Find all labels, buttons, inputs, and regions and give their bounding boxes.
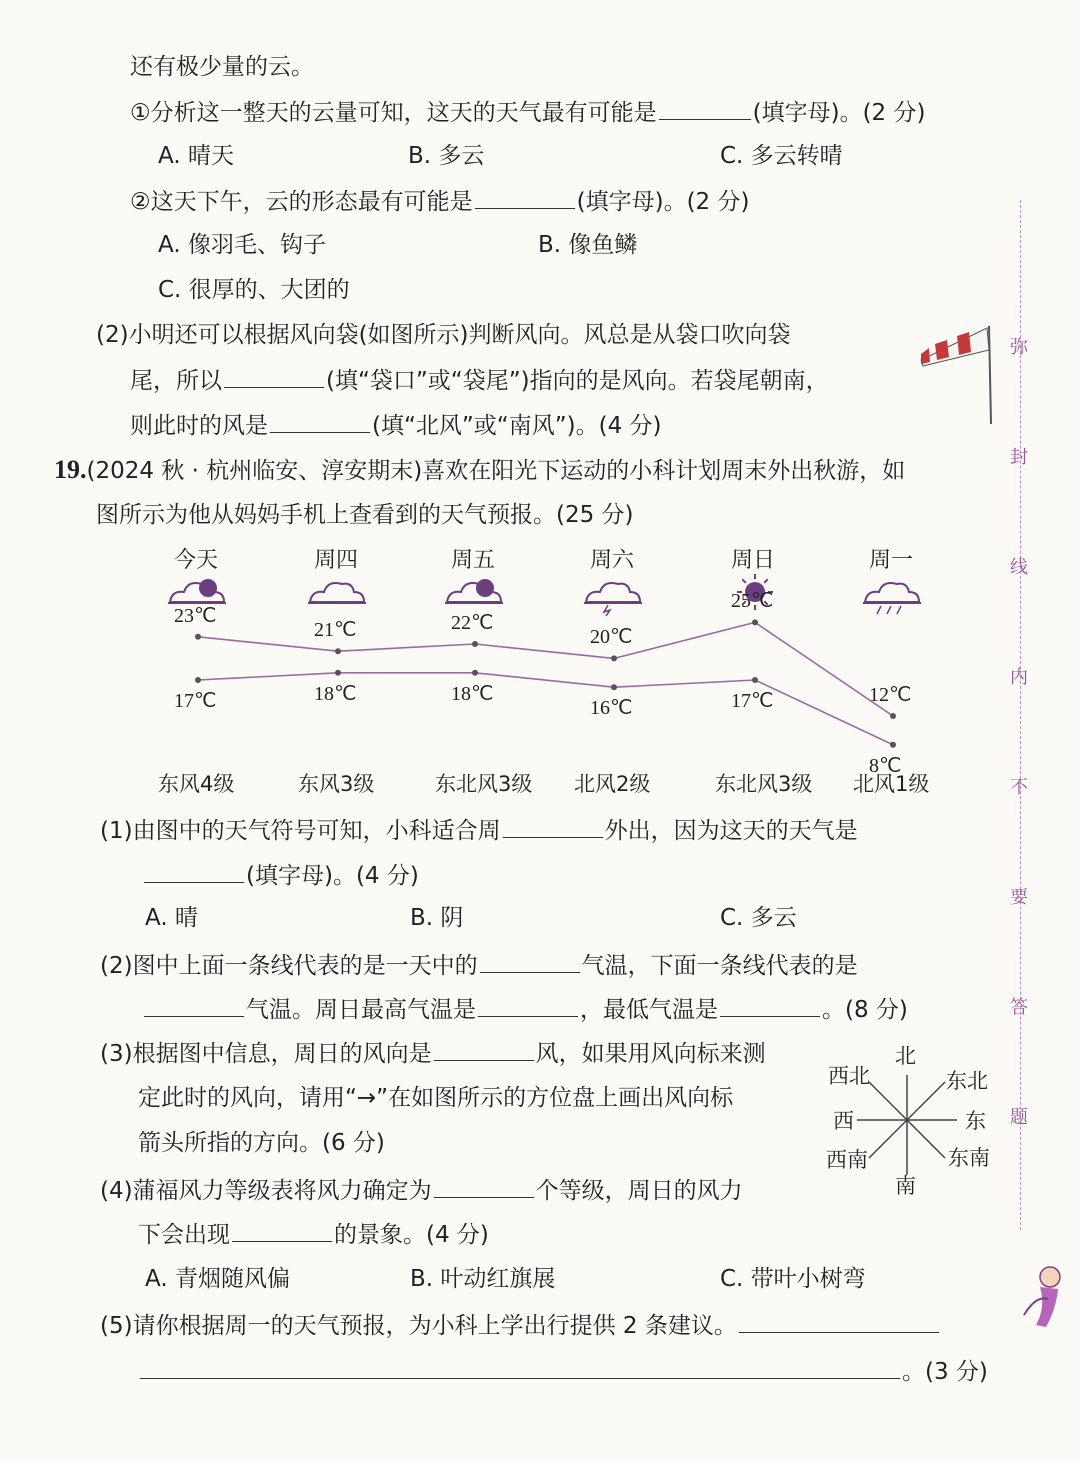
- text: 尾，所以: [130, 368, 222, 394]
- compass-west: 西: [833, 1109, 854, 1133]
- low-temp-line: [198, 673, 893, 745]
- low-temp-label: 8℃: [869, 754, 902, 777]
- text: (填字母)。(4 分): [246, 863, 419, 889]
- question-suffix: (填字母)。(2 分): [576, 189, 750, 215]
- answer-blank[interactable]: [434, 1038, 534, 1061]
- answer-blank[interactable]: [480, 950, 580, 973]
- text: (5)请你根据周一的天气预报，为小科上学出行提供 2 条建议。: [100, 1313, 737, 1339]
- high-temp-label: 23℃: [174, 604, 217, 627]
- text: (3)根据图中信息，周日的风向是: [100, 1041, 432, 1067]
- high-temp-label: 21℃: [314, 619, 357, 642]
- text: ，最低气温是: [580, 997, 718, 1023]
- answer-blank[interactable]: [478, 994, 578, 1017]
- compass-south: 南: [895, 1174, 916, 1198]
- seal-char: 封: [1010, 447, 1028, 468]
- compass-southeast: 东南: [948, 1146, 990, 1170]
- p1-line1: [100, 815, 858, 846]
- question-text: ①分析这一整天的云量可知，这天的天气最有可能是: [130, 100, 657, 126]
- high-temp-point: [752, 619, 758, 625]
- option-b: B. 阴: [410, 905, 464, 931]
- text: 风，如果用风向标来测: [535, 1041, 766, 1067]
- compass-east: 东: [965, 1109, 986, 1133]
- high-temp-point: [890, 713, 896, 719]
- wind-label: 北风2级: [574, 772, 651, 796]
- low-temp-point: [752, 677, 758, 683]
- day-label: 周四: [314, 548, 359, 573]
- low-temp-point: [335, 670, 341, 676]
- text: 气温。周日最高气温是: [246, 997, 476, 1023]
- compass-northwest: 西北: [828, 1064, 870, 1088]
- p3-line1: [100, 1038, 766, 1069]
- intro-line: 还有极少量的云。: [130, 54, 314, 80]
- low-temp-label: 18℃: [451, 682, 494, 705]
- answer-blank[interactable]: [144, 860, 244, 883]
- option-b: B. 像鱼鳞: [538, 232, 638, 258]
- p4-line1: [100, 1175, 743, 1206]
- high-temp-point: [472, 641, 478, 647]
- p3-line2: 定此时的风向，请用“→”在如图所示的方位盘上画出风向标: [138, 1085, 734, 1111]
- question-text: ②这天下午，云的形态最有可能是: [130, 189, 473, 215]
- text: 则此时的风是: [130, 413, 268, 439]
- option-a: A. 晴: [145, 905, 198, 931]
- day-label: 周五: [451, 548, 496, 573]
- wind-label: 东北风3级: [435, 772, 533, 796]
- low-temp-label: 18℃: [314, 682, 357, 705]
- p2-line1: [100, 950, 858, 981]
- answer-blank[interactable]: [232, 1219, 332, 1242]
- compass-southwest: 西南: [826, 1148, 868, 1172]
- option-c: C. 很厚的、大团的: [158, 277, 350, 303]
- high-temp-label: 12℃: [869, 684, 912, 706]
- option-a: A. 像羽毛、钩子: [158, 232, 326, 258]
- seal-char: 答: [1010, 997, 1028, 1018]
- low-temp-point: [472, 670, 478, 676]
- answer-blank[interactable]: [144, 994, 244, 1017]
- high-temp-line: [198, 622, 893, 716]
- seal-char: 不: [1010, 777, 1028, 798]
- option-a: A. 晴天: [158, 143, 234, 169]
- question-number: 19.: [54, 455, 87, 484]
- high-temp-point: [195, 634, 201, 640]
- low-temp-point: [611, 684, 617, 690]
- text: 。(3 分): [902, 1359, 988, 1385]
- p5-line2: [138, 1356, 988, 1387]
- wind-label: 东北风3级: [715, 772, 813, 796]
- text: 个等级，周日的风力: [535, 1178, 743, 1204]
- question-suffix: (填字母)。(2 分): [752, 100, 926, 126]
- low-temp-point: [890, 742, 896, 748]
- seal-char: 要: [1010, 887, 1028, 908]
- option-b: B. 叶动红旗展: [410, 1266, 556, 1292]
- p3-line3: 箭头所指的方向。(6 分): [138, 1130, 385, 1156]
- low-temp-point: [195, 677, 201, 683]
- option-c: C. 多云转晴: [720, 143, 843, 169]
- low-temp-label: 17℃: [731, 690, 774, 712]
- text: (2)图中上面一条线代表的是一天中的: [100, 953, 478, 979]
- compass-northeast: 东北: [946, 1069, 988, 1093]
- text: (1)由图中的天气符号可知，小科适合周: [100, 818, 501, 844]
- day-label: 周日: [731, 548, 776, 573]
- p2-line2: [142, 994, 908, 1025]
- high-temp-label: 25℃: [731, 590, 774, 613]
- text: 下会出现: [138, 1222, 230, 1248]
- text: (4)蒲福风力等级表将风力确定为: [100, 1178, 432, 1204]
- compass-north: 北: [895, 1044, 916, 1068]
- p1-line2: [142, 860, 419, 891]
- answer-blank[interactable]: [739, 1310, 939, 1333]
- text: 的景象。(4 分): [334, 1222, 489, 1248]
- wind-label: 东风4级: [158, 772, 235, 796]
- answer-blank[interactable]: [140, 1356, 900, 1379]
- seal-char: 线: [1010, 557, 1028, 578]
- wind-label: 北风1级: [853, 772, 930, 796]
- day-label: 今天: [174, 548, 219, 573]
- day-label: 周一: [869, 548, 914, 573]
- seal-char: 弥: [1010, 337, 1028, 358]
- seal-char: 题: [1010, 1107, 1028, 1128]
- text: (2024 秋 · 杭州临安、淳安期末)喜欢在阳光下运动的小科计划周末外出秋游，如: [86, 458, 906, 484]
- option-b: B. 多云: [408, 143, 485, 169]
- text: 气温，下面一条线代表的是: [581, 953, 858, 979]
- answer-blank[interactable]: [434, 1175, 534, 1198]
- high-temp-point: [611, 655, 617, 661]
- p4-line2: [138, 1219, 489, 1250]
- wind-label: 东风3级: [298, 772, 375, 796]
- question-19-line2: 图所示为他从妈妈手机上查看到的天气预报。(25 分): [96, 502, 634, 528]
- option-c: C. 多云: [720, 905, 797, 931]
- text: (填“北风”或“南风”)。(4 分): [372, 413, 662, 439]
- low-temp-label: 17℃: [174, 690, 217, 712]
- option-a: A. 青烟随风偏: [145, 1266, 290, 1292]
- low-temp-label: 16℃: [590, 697, 633, 720]
- answer-blank[interactable]: [720, 994, 820, 1017]
- seal-char: 内: [1010, 667, 1028, 688]
- answer-blank[interactable]: [503, 815, 603, 838]
- question-2-line1: (2)小明还可以根据风向袋(如图所示)判断风向。风总是从袋口吹向袋: [96, 322, 791, 348]
- day-label: 周六: [590, 548, 635, 573]
- text: 。(8 分): [822, 997, 908, 1023]
- text: (填“袋口”或“袋尾”)指向的是风向。若袋尾朝南，: [326, 368, 829, 394]
- option-c: C. 带叶小树弯: [720, 1266, 866, 1292]
- high-temp-point: [335, 648, 341, 654]
- high-temp-label: 22℃: [451, 612, 494, 634]
- high-temp-label: 20℃: [590, 626, 633, 649]
- text: 外出，因为这天的天气是: [604, 818, 858, 844]
- cartoon-figure-decoration: [1010, 1255, 1070, 1335]
- p5-line1: [100, 1310, 941, 1341]
